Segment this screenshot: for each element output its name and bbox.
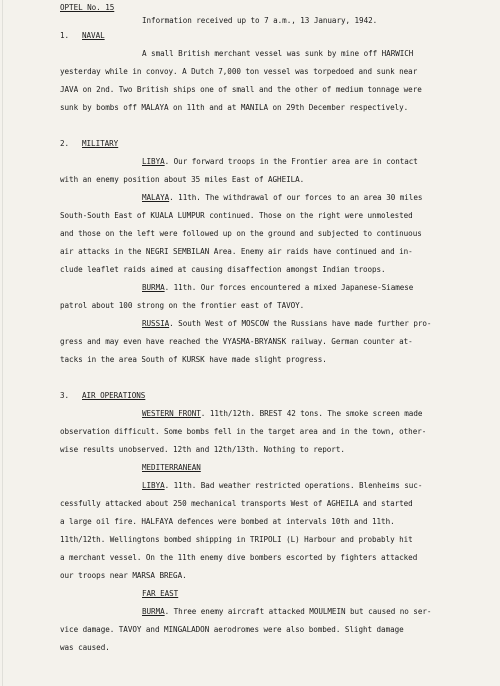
text-line: patrol about 100 strong on the frontier east of TAVOY. [60,301,305,310]
text-line: . South West of MOSCOW the Russians have made further pro- [169,319,432,328]
text-line: 11th/12th. Wellingtons bombed shipping in TRIPOLI (L) Harbour and probably hit [60,535,413,544]
subhead-burma: BURMA [142,607,165,616]
subhead-libya: LIBYA [142,481,165,490]
text-line: . 11th. The withdrawal of our forces to an area 30 miles [169,193,423,202]
section-heading-naval: NAVAL [82,31,105,40]
text-line: our troops near MARSA BREGA. [60,571,187,580]
paragraph-malaya [142,192,422,203]
text-line: . Our forward troops in the Frontier area are in contact [164,157,418,166]
subhead-libya: LIBYA [142,157,165,166]
subhead-western-front: WESTERN FRONT [142,409,201,418]
section-number: 3. [60,391,70,400]
paragraph-western-front [142,408,422,419]
paragraph-air-libya [142,480,422,491]
section-heading-military: MILITARY [82,139,119,148]
text-line: wise results unobserved. 12th and 12th/13th. Nothing to report. [60,445,345,454]
text-line: air attacks in the NEGRI SEMBILAN Area. Enemy air raids have continued and in- [60,247,413,256]
text-line: yesterday while in convoy. A Dutch 7,000 ton vessel was torpedoed and sunk near [60,67,418,76]
subhead-malaya: MALAYA [142,193,170,202]
text-line: and those on the left were followed up on the ground and subjected to continuous [60,229,422,238]
text-line: . 11th. Bad weather restricted operations. Blenheims suc- [164,481,423,490]
text-line: South-South East of KUALA LUMPUR continued. Those on the right were unmolested [60,211,413,220]
paragraph-libya [142,156,418,167]
text-line: gress and may even have reached the VYASMA-BRYANSK railway. German counter at- [60,337,413,346]
subhead-mediterranean: MEDITERRANEAN [142,463,201,472]
text-line: . Three enemy aircraft attacked MOULMEIN but caused no ser- [164,607,432,616]
text-line: sunk by bombs off MALAYA on 11th and at MANILA on 29th December respectively. [60,103,409,112]
text-line: observation difficult. Some bombs fell in the target area and in the town, other- [60,427,427,436]
section-heading-air: AIR OPERATIONS [82,391,146,400]
scan-edge [2,0,3,686]
subhead-burma: BURMA [142,283,165,292]
text-line: a merchant vessel. On the 11th enemy dive bombers escorted by fighters attacked [60,553,418,562]
text-line: was caused. [60,643,110,652]
text-line: cessfully attacked about 250 mechanical transports West of AGHEILA and started [60,499,413,508]
subhead-far-east: FAR EAST [142,589,179,598]
text-line: a large oil fire. HALFAYA defences were bombed at intervals 10th and 11th. [60,517,395,526]
text-line: A small British merchant vessel was sunk by mine off HARWICH [142,49,414,58]
text-line: . 11th. Our forces encountered a mixed Japanese-Siamese [164,283,414,292]
text-line: clude leaflet raids aimed at causing disaffection amongst Indian troops. [60,265,386,274]
subhead-russia: RUSSIA [142,319,170,328]
paragraph-air-burma [142,606,431,617]
text-line: tacks in the area South of KURSK have made slight progress. [60,355,327,364]
paragraph-burma [142,282,413,293]
text-line: JAVA on 2nd. Two British ships one of small and the other of medium tonnage were [60,85,422,94]
text-line: . 11th/12th. BREST 42 tons. The smoke screen made [200,409,423,418]
text-line: with an enemy position about 35 miles East of AGHEILA. [60,175,305,184]
section-number: 2. [60,139,70,148]
doc-id: OPTEL No. 15 [60,3,115,12]
section-number: 1. [60,31,70,40]
paragraph-russia [142,318,431,329]
info-line: Information received up to 7 a.m., 13 January, 1942. [142,16,378,25]
text-line: vice damage. TAVOY and MINGALADON aerodromes were also bombed. Slight damage [60,625,404,634]
